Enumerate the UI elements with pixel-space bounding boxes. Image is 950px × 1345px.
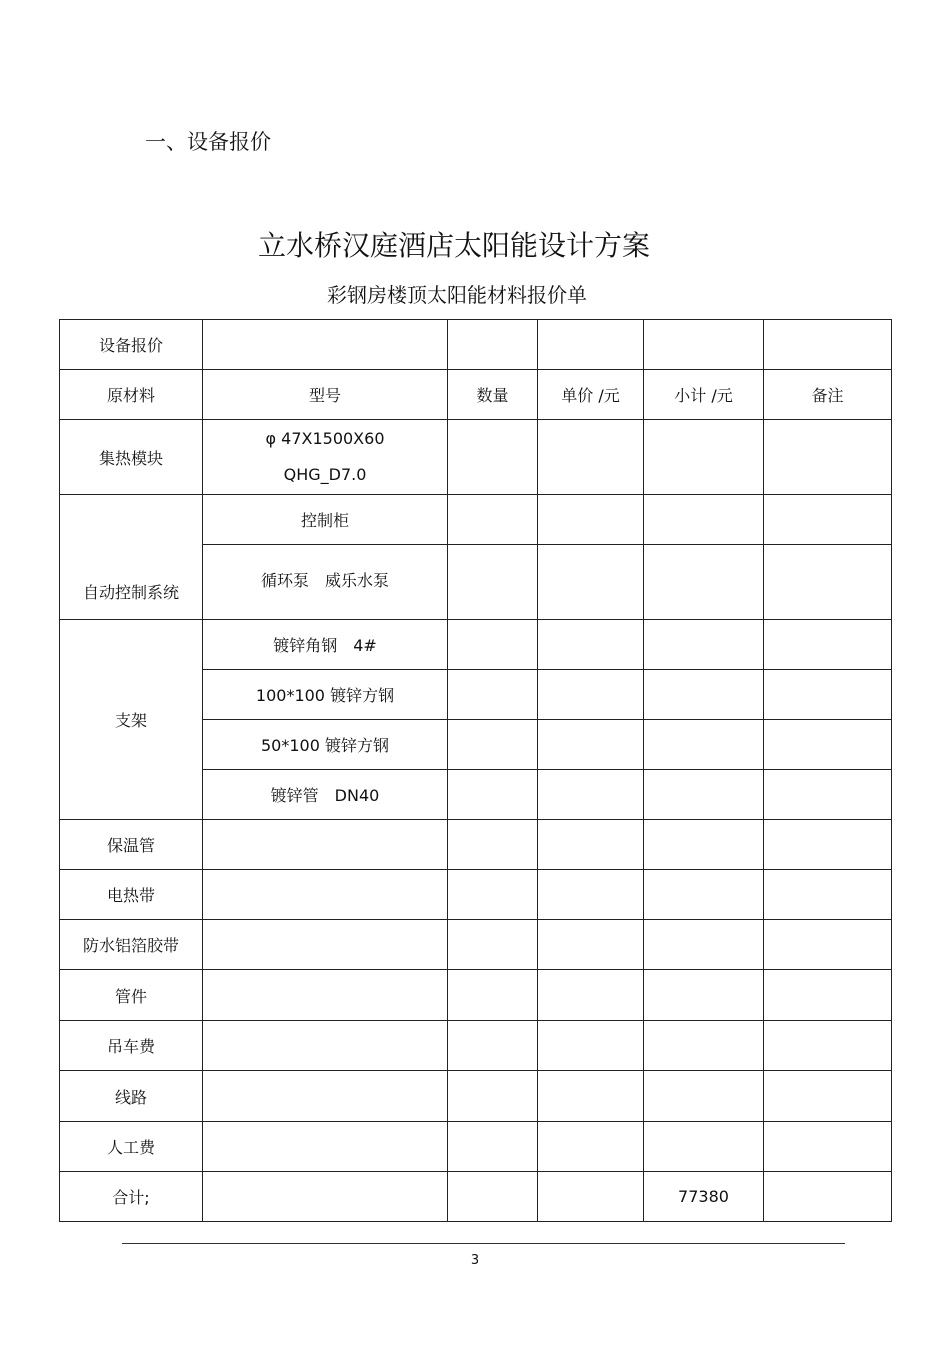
- table-cell: [203, 1071, 448, 1122]
- table-cell: [538, 1071, 644, 1122]
- table-cell: [644, 1071, 764, 1122]
- table-cell: [203, 820, 448, 870]
- table-cell: [538, 670, 644, 720]
- table-cell: [538, 495, 644, 545]
- header-remarks: 备注: [764, 370, 892, 420]
- table-cell: [538, 920, 644, 970]
- collector-model: [203, 420, 448, 495]
- row-label: 保温管: [60, 820, 203, 870]
- table-cell: [538, 720, 644, 770]
- total-row: [60, 1172, 892, 1222]
- table-cell: [764, 620, 892, 670]
- table-cell: [448, 820, 538, 870]
- control-cabinet: 控制柜: [203, 495, 448, 545]
- collector-model-line1: φ 47X1500X60: [265, 429, 385, 448]
- table-cell: [764, 970, 892, 1021]
- table-cell: [538, 620, 644, 670]
- table-cell: [764, 1172, 892, 1222]
- table-cell: [644, 870, 764, 920]
- table-cell: [448, 870, 538, 920]
- header-unit-price: 单价 /元: [538, 370, 644, 420]
- table-cell: [448, 670, 538, 720]
- collector-label: 集热模块: [60, 420, 203, 495]
- table-cell: [448, 1122, 538, 1172]
- table-cell: [448, 970, 538, 1021]
- table-cell: [764, 545, 892, 620]
- table-cell: [644, 320, 764, 370]
- header-material: 原材料: [60, 370, 203, 420]
- table-cell: [764, 820, 892, 870]
- table-row: [60, 870, 892, 920]
- table-row: [60, 420, 892, 495]
- table-cell: [764, 670, 892, 720]
- table-cell: [764, 495, 892, 545]
- table-cell: [644, 970, 764, 1021]
- table-cell: [538, 1122, 644, 1172]
- table-row: [60, 1021, 892, 1071]
- table-cell: [644, 770, 764, 820]
- table-cell: [448, 1021, 538, 1071]
- bracket-item: 50*100 镀锌方钢: [203, 720, 448, 770]
- table-cell: [203, 1172, 448, 1222]
- table-cell: [538, 1172, 644, 1222]
- bracket-item: 镀锌角钢 4#: [203, 620, 448, 670]
- table-cell: [764, 770, 892, 820]
- bracket-item: 100*100 镀锌方钢: [203, 670, 448, 720]
- table-cell: [644, 545, 764, 620]
- total-subtotal: 77380: [644, 1172, 764, 1222]
- table-cell: [203, 920, 448, 970]
- table-cell: [538, 970, 644, 1021]
- table-cell: [538, 820, 644, 870]
- row-label: 防水铝箔胶带: [60, 920, 203, 970]
- table-cell: [448, 545, 538, 620]
- bracket-item: 镀锌管 DN40: [203, 770, 448, 820]
- table-cell: [764, 920, 892, 970]
- row-label: 管件: [60, 970, 203, 1021]
- row-label: 线路: [60, 1071, 203, 1122]
- table-cell: [538, 320, 644, 370]
- quote-table: [59, 319, 892, 1222]
- table-cell: [644, 920, 764, 970]
- document-title: 立水桥汉庭酒店太阳能设计方案: [257, 229, 650, 262]
- table-cell: [538, 420, 644, 495]
- footer-divider: [122, 1243, 845, 1244]
- circulation-pump: 循环泵 威乐水泵: [203, 545, 448, 620]
- table-cell: [448, 1071, 538, 1122]
- table-cell: [644, 495, 764, 545]
- header-quantity: 数量: [448, 370, 538, 420]
- row-label: 吊车费: [60, 1021, 203, 1071]
- header-model: 型号: [203, 370, 448, 420]
- bracket-label: 支架: [60, 620, 203, 820]
- page-number: 3: [470, 1253, 480, 1268]
- section-heading: 一、设备报价: [145, 130, 271, 154]
- table-cell: [644, 1122, 764, 1172]
- table-cell: [203, 320, 448, 370]
- control-system-label: 自动控制系统: [60, 495, 203, 620]
- table-row: [60, 820, 892, 870]
- table-cell: [448, 1172, 538, 1222]
- table-cell: [538, 545, 644, 620]
- table-cell: [448, 320, 538, 370]
- table-row: [60, 495, 892, 545]
- collector-model-line2: QHG_D7.0: [283, 465, 367, 484]
- table-cell: [644, 720, 764, 770]
- table-cell: [203, 970, 448, 1021]
- table-cell: [203, 870, 448, 920]
- table-cell: [644, 620, 764, 670]
- table-row: [60, 970, 892, 1021]
- table-cell: [203, 1122, 448, 1172]
- header-subtotal: 小计 /元: [644, 370, 764, 420]
- header-row: [60, 370, 892, 420]
- table-row: [60, 320, 892, 370]
- table-cell: [538, 1021, 644, 1071]
- table-cell: [538, 770, 644, 820]
- document-subtitle: 彩钢房楼顶太阳能材料报价单: [327, 283, 587, 307]
- table-cell: [644, 1021, 764, 1071]
- table-row: [60, 920, 892, 970]
- table-cell: [644, 670, 764, 720]
- row-label: 人工费: [60, 1122, 203, 1172]
- table-cell: [448, 770, 538, 820]
- table-row: [60, 1122, 892, 1172]
- table-cell: [764, 320, 892, 370]
- table-cell: [448, 420, 538, 495]
- table-cell: [448, 920, 538, 970]
- table-row: [60, 620, 892, 670]
- table-cell: [644, 820, 764, 870]
- table-cell: [448, 720, 538, 770]
- table-cell: [764, 870, 892, 920]
- row-label: 电热带: [60, 870, 203, 920]
- table-cell: [764, 720, 892, 770]
- top-row-label: 设备报价: [60, 320, 203, 370]
- total-label: 合计;: [60, 1172, 203, 1222]
- table-cell: [764, 420, 892, 495]
- table-cell: [644, 420, 764, 495]
- table-cell: [538, 870, 644, 920]
- table-cell: [448, 620, 538, 670]
- table-cell: [448, 495, 538, 545]
- table-cell: [764, 1021, 892, 1071]
- table-cell: [203, 1021, 448, 1071]
- table-row: [60, 1071, 892, 1122]
- table-cell: [764, 1071, 892, 1122]
- table-cell: [764, 1122, 892, 1172]
